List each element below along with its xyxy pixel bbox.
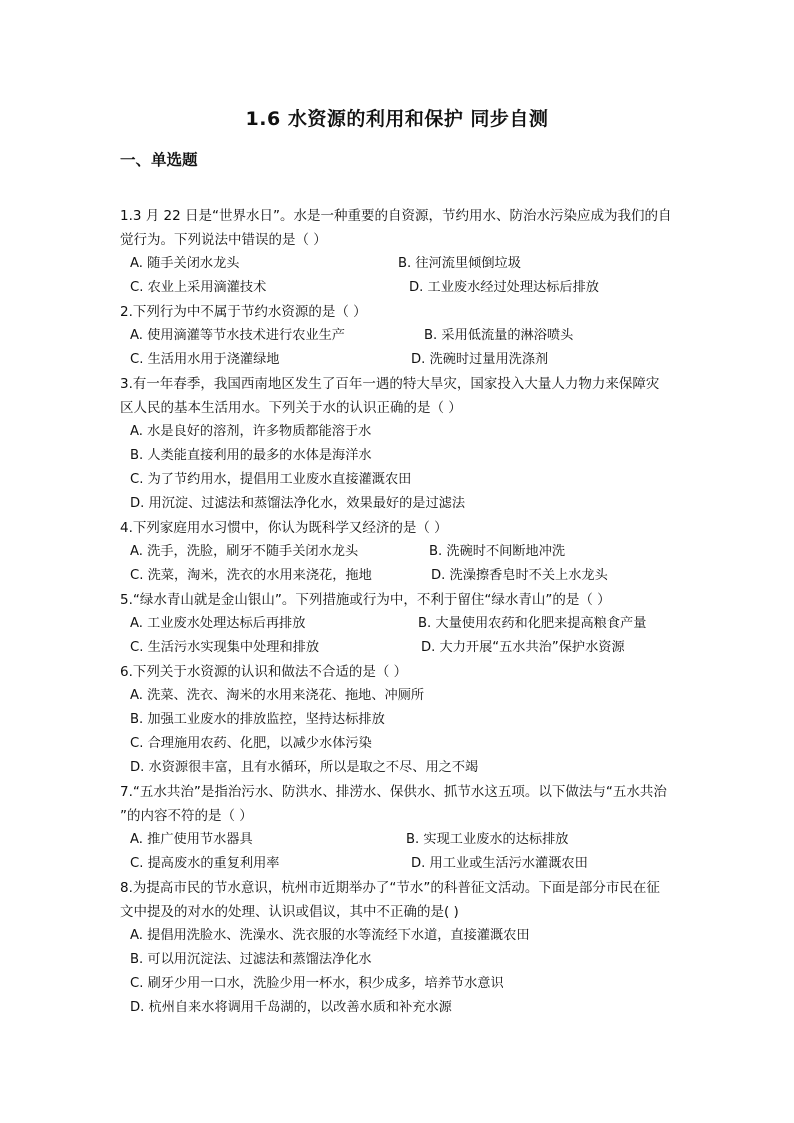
q4-option-a: A. 洗手，洗脸，刷牙不随手关闭水龙头 [130, 544, 359, 559]
q7-option-c: C. 提高废水的重复利用率 [130, 856, 280, 871]
q6-option-c: C. 合理施用农药、化肥，以减少水体污染 [130, 736, 372, 751]
q2-option-a: A. 使用滴灌等节水技术进行农业生产 [130, 328, 345, 343]
q8-option-b: B. 可以用沉淀法、过滤法和蒸馏法净化水 [130, 952, 372, 967]
q8-stem-line-2: 文中提及的对水的处理、认识或倡议，其中不正确的是( ) [120, 904, 459, 920]
q1-stem-line-2: 觉行为。下列说法中错误的是（ ） [120, 232, 327, 248]
q3-option-d: D. 用沉淀、过滤法和蒸馏法净化水，效果最好的是过滤法 [130, 496, 466, 511]
q8-option-a: A. 提倡用洗脸水、洗澡水、洗衣服的水等流经下水道，直接灌溉农田 [130, 928, 530, 943]
q4-stem-line-1: 4.下列家庭用水习惯中，你认为既科学又经济的是（ ） [120, 520, 448, 536]
q1-option-d: D. 工业废水经过处理达标后排放 [409, 280, 599, 295]
q1-option-b: B. 往河流里倾倒垃圾 [398, 256, 521, 271]
q1-option-a: A. 随手关闭水龙头 [130, 256, 240, 271]
q3-option-b: B. 人类能直接利用的最多的水体是海洋水 [130, 448, 372, 463]
q3-stem-line-2: 区人民的基本生活用水。下列关于水的认识正确的是（ ） [120, 400, 462, 416]
q8-option-c: C. 刷牙少用一口水，洗脸少用一杯水，积少成多，培养节水意识 [130, 976, 504, 991]
q8-stem-line-1: 8.为提高市民的节水意识，杭州市近期举办了“节水”的科普征文活动。下面是部分市民在征 [120, 880, 660, 896]
q7-stem-line-2: ”的内容不符的是（ ） [120, 808, 253, 824]
q6-option-b: B. 加强工业废水的排放监控，坚持达标排放 [130, 712, 385, 727]
q5-option-c: C. 生活污水实现集中处理和排放 [130, 640, 320, 655]
q8-option-d: D. 杭州自来水将调用千岛湖的，以改善水质和补充水源 [130, 1000, 452, 1015]
q5-stem-line-1: 5.“绿水青山就是金山银山”。下列措施或行为中，不利于留住“绿水青山”的是（ ） [120, 592, 611, 608]
q4-option-b: B. 洗碗时不间断地冲洗 [429, 544, 566, 559]
q6-option-a: A. 洗菜、洗衣、淘米的水用来浇花、拖地、冲厕所 [130, 688, 425, 703]
q7-stem-line-1: 7.“五水共治”是指治污水、防洪水、排涝水、保供水、抓节水这五项。以下做法与“五水共治 [120, 784, 667, 800]
page-title: 1.6 水资源的利用和保护 同步自测 [245, 108, 549, 130]
q1-stem-line-1: 1.3 月 22 日是“世界水日”。水是一种重要的自资源，节约用水、防治水污染应成为我们的自 [120, 208, 672, 224]
q2-stem-line-1: 2.下列行为中不属于节约水资源的是（ ） [120, 304, 367, 320]
section-heading: 一、单选题 [120, 151, 198, 169]
q5-option-a: A. 工业废水处理达标后再排放 [130, 616, 306, 631]
q7-option-a: A. 推广使用节水器具 [130, 832, 253, 847]
q7-option-b: B. 实现工业废水的达标排放 [406, 832, 569, 847]
q5-option-d: D. 大力开展“五水共治”保护水资源 [421, 640, 625, 655]
q2-option-d: D. 洗碗时过量用洗涤剂 [411, 352, 549, 367]
q2-option-b: B. 采用低流量的淋浴喷头 [424, 328, 574, 343]
q5-option-b: B. 大量使用农药和化肥来提高粮食产量 [418, 616, 647, 631]
q3-option-c: C. 为了节约用水，提倡用工业废水直接灌溉农田 [130, 472, 412, 487]
q1-option-c: C. 农业上采用滴灌技术 [130, 280, 267, 295]
q6-option-d: D. 水资源很丰富，且有水循环，所以是取之不尽、用之不竭 [130, 760, 479, 775]
q7-option-d: D. 用工业或生活污水灌溉农田 [411, 856, 588, 871]
q3-option-a: A. 水是良好的溶剂，许多物质都能溶于水 [130, 424, 372, 439]
q6-stem-line-1: 6.下列关于水资源的认识和做法不合适的是（ ） [120, 664, 408, 680]
q3-stem-line-1: 3.有一年春季，我国西南地区发生了百年一遇的特大旱灾，国家投入大量人力物力来保障灾 [120, 376, 660, 392]
q4-option-d: D. 洗澡擦香皂时不关上水龙头 [431, 568, 608, 583]
q4-option-c: C. 洗菜，淘米，洗衣的水用来浇花，拖地 [130, 568, 372, 583]
q2-option-c: C. 生活用水用于浇灌绿地 [130, 352, 280, 367]
